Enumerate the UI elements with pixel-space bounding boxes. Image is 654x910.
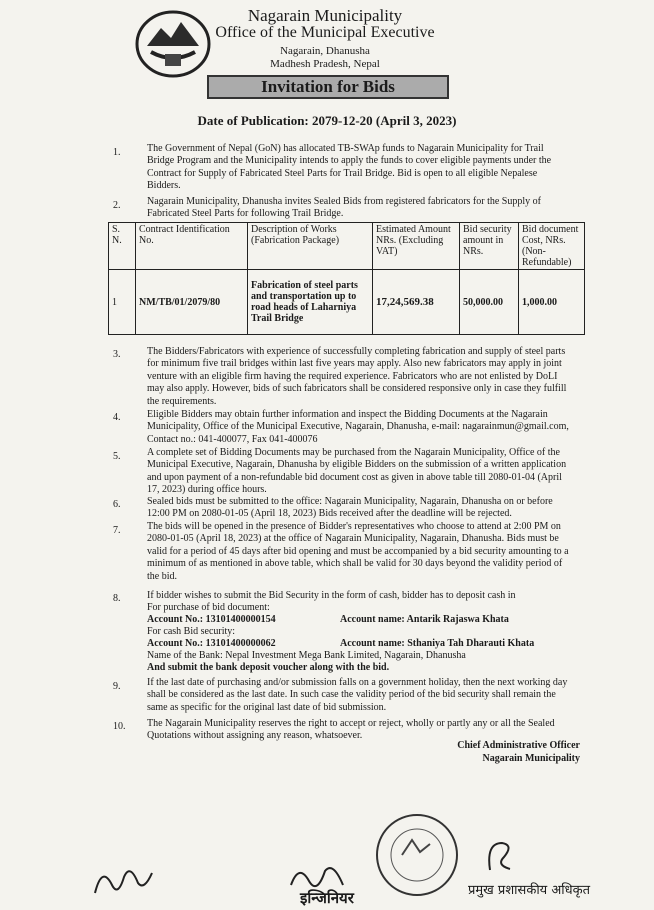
engineer-label: इन्जिनियर: [300, 889, 354, 907]
province-line: Madhesh Pradesh, Nepal: [270, 58, 380, 70]
table-cell: 1,000.00: [519, 270, 585, 335]
item-number: 9.: [113, 681, 121, 692]
voucher-note: And submit the bank deposit voucher along with the bid.: [147, 662, 390, 673]
item-number: 6.: [113, 499, 121, 510]
item-number: 7.: [113, 525, 121, 536]
purchase-label: For purchase of bid document:: [147, 602, 270, 613]
municipality-name: Nagarain Municipality: [247, 6, 403, 25]
item-text: If bidder wishes to submit the Bid Security in the form of cash, bidder has to deposit cash in: [147, 590, 516, 601]
signature-right: [480, 835, 520, 875]
bid-table: [108, 222, 585, 335]
item-text: The Nagarain Municipality reserves the right to accept or reject, wholly or partly any or all the Sealed Quotations without assigning any reason, whatsoever.: [147, 718, 555, 742]
signoff-org: Nagarain Municipality: [482, 753, 580, 764]
item-number: 2.: [113, 200, 121, 211]
table-cell: 1: [109, 270, 136, 335]
item-number: 8.: [113, 593, 121, 604]
item-text: The Bidders/Fabricators with experience of successfully completing fabrication and supply of steel parts for minimum five trail bridges within last five years may apply. Also new fabricators may apply in joint venture with an eligible firm having the required experience. Fabricators who are not enlisted by DoLI may also apply. However, bids of such fabricators shall be considered responsive only in case they fulfill the requirements.: [147, 346, 567, 407]
table-cell: Fabrication of steel parts and transportation up to road heads of Laharniya Trail Bridge: [248, 270, 373, 335]
place-line: Nagarain, Dhanusha: [280, 45, 370, 57]
official-stamp: [372, 810, 462, 900]
account-name-2: Account name: Sthaniya Tah Dharauti Khata: [340, 638, 535, 649]
item-text: A complete set of Bidding Documents may be purchased from the Nagarain Municipality, Office of the Municipal Executive, Nagarain, Dhanusha by eligible Bidders on the submission of a written application and upon payment of a non-refundable bid document cost as given in above table till 2080-01-04 (April 17, 2023) during office hours.: [147, 447, 567, 496]
account-number-1: Account No.: 13101400000154: [147, 614, 276, 625]
signature-left: [90, 855, 160, 900]
cash-label: For cash Bid security:: [147, 626, 236, 637]
table-cell: 50,000.00: [460, 270, 519, 335]
table-header: Description of Works (Fabrication Package): [248, 223, 373, 270]
bank-name: Name of the Bank: Nepal Investment Mega Bank Limited, Nagarain, Dhanusha: [147, 650, 466, 661]
table-cell: 17,24,569.38: [373, 270, 460, 335]
table-header-row: [109, 223, 585, 270]
item-text: Sealed bids must be submitted to the office: Nagarain Municipality, Nagarain, Dhanusha on or before 12:00 PM on 2080-01-05 (April 18, 2023) Bids received after the deadline will be rejected.: [147, 496, 553, 520]
table-header: Bid document Cost, NRs. (Non-Refundable): [519, 223, 585, 270]
table-row: [109, 270, 585, 335]
signoff-title: Chief Administrative Officer: [457, 740, 580, 751]
item-text: Eligible Bidders may obtain further information and inspect the Bidding Documents at the Nagarain Municipality, Office of the Municipal Executive, Nagarain, Dhanusha, e-mail: nagarainmun@gmail.com, Contact no.: 041-400077, Fax 041-400076: [147, 409, 569, 445]
account-number-2: Account No.: 13101400000062: [147, 638, 276, 649]
table-header: Contract Identification No.: [136, 223, 248, 270]
table-header: Estimated Amount NRs. (Excluding VAT): [373, 223, 460, 270]
title-banner: Invitation for Bids: [207, 75, 449, 99]
item-number: 5.: [113, 451, 121, 462]
item-number: 3.: [113, 349, 121, 360]
chief-officer-label: प्रमुख प्रशासकीय अधिकृत: [468, 883, 591, 898]
publication-date: Date of Publication: 2079-12-20 (April 3, 2023): [197, 113, 457, 128]
item-text: If the last date of purchasing and/or submission falls on a government holiday, then the next working day shall be considered as the last date. In such case the validity period of the bid security shall remain the same as specific for the original last date of bid submission.: [147, 677, 568, 713]
table-header: S. N.: [109, 223, 136, 270]
account-name-1: Account name: Antarik Rajaswa Khata: [340, 614, 509, 625]
item-number: 10.: [113, 721, 126, 732]
item-text: Nagarain Municipality, Dhanusha invites Sealed Bids from registered fabricators for the Supply of Fabricated Steel Parts for following Trail Bridge.: [147, 196, 541, 220]
table-cell: NM/TB/01/2079/80: [136, 270, 248, 335]
item-text: The Government of Nepal (GoN) has allocated TB-SWAp funds to Nagarain Municipality for Trail Bridge Program and the Municipality intends to apply the funds to cover eligible payments under the Contract for Supply of Fabricated Steel Parts for Trail Bridge. Bid is open to all eligible Nepalese Bidders.: [147, 143, 552, 192]
office-name: Office of the Municipal Executive: [215, 24, 435, 41]
item-number: 4.: [113, 412, 121, 423]
item-number: 1.: [113, 147, 121, 158]
table-header: Bid security amount in NRs.: [460, 223, 519, 270]
item-text: The bids will be opened in the presence of Bidder's representatives who choose to attend at 2:00 PM on 2080-01-05 (April 18, 2023) at the office of Nagarain Municipality, Nagarain, Dhanusha. Bids must be valid for a period of 45 days after bid opening and must be accompanied by a bid security amounting to a minimum of as mentioned in above table, which shall be valid for 30 days beyond the validity period of the bid.: [147, 521, 569, 582]
